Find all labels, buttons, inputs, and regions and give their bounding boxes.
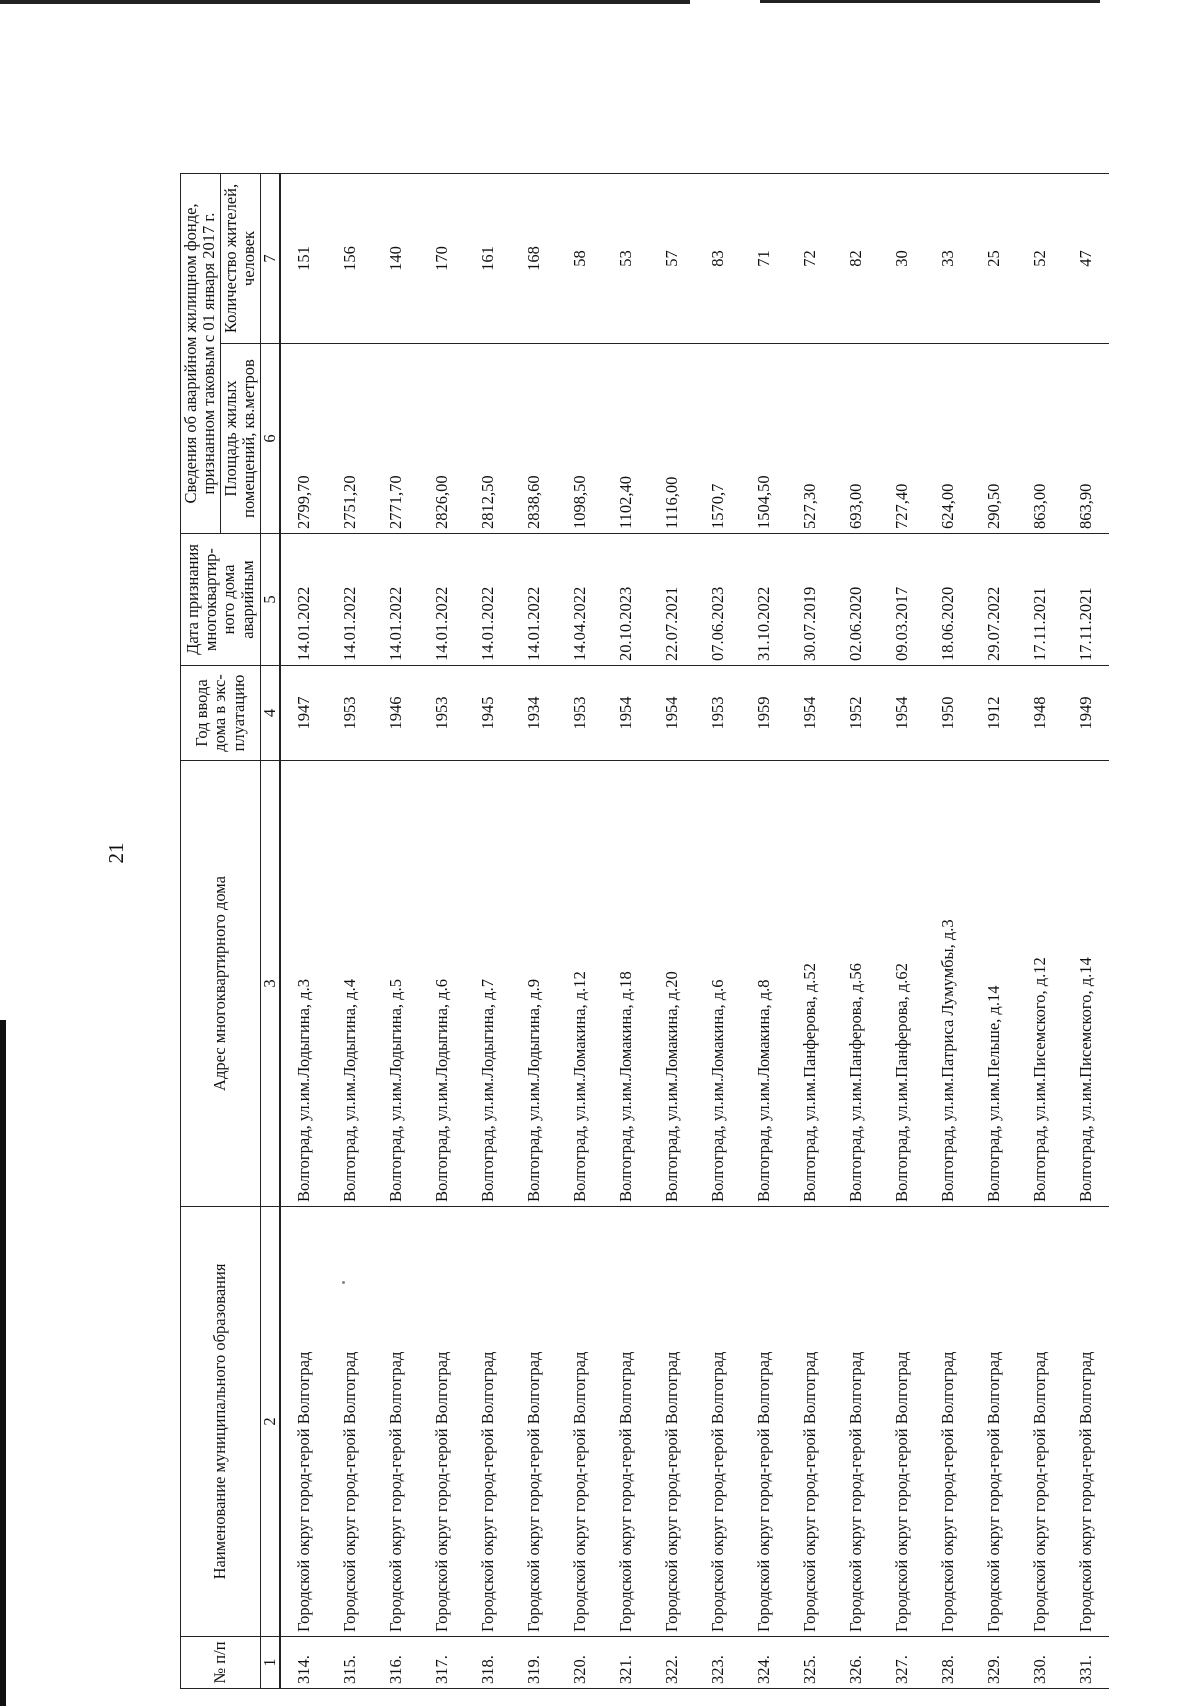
municipality-cell: Городской округ город-герой Волгоград	[419, 1207, 465, 1637]
residents-cell: 30	[879, 173, 925, 343]
area-cell: 624,00	[925, 344, 971, 534]
emergency-housing-table	[180, 173, 1109, 1689]
row-number: 327.	[879, 1637, 925, 1689]
area-cell: 527,30	[787, 344, 833, 534]
recognition-date-cell: 30.07.2019	[787, 534, 833, 666]
column-number: 5	[260, 534, 280, 666]
recognition-date-cell: 14.01.2022	[465, 534, 511, 666]
municipality-cell: Городской округ город-герой Волгоград	[879, 1207, 925, 1637]
area-cell: 1102,40	[603, 344, 649, 534]
row-number: 324.	[741, 1637, 787, 1689]
row-number: 326.	[833, 1637, 879, 1689]
row-number: 321.	[603, 1637, 649, 1689]
residents-cell: 52	[1017, 173, 1063, 343]
municipality-cell: Городской округ город-герой Волгоград	[833, 1207, 879, 1637]
header-municipality: Наименование муниципального образования	[181, 1207, 261, 1637]
page-number: 21	[104, 842, 128, 864]
year-cell: 1950	[925, 666, 971, 761]
table-row	[649, 173, 695, 1688]
table-row	[695, 173, 741, 1688]
table-row	[1063, 173, 1109, 1688]
header-address: Адрес многоквартирного дома	[181, 761, 261, 1207]
area-cell: 727,40	[879, 344, 925, 534]
address-cell: Волгоград, ул.им.Лодыгина, д.6	[419, 761, 465, 1207]
year-cell: 1954	[603, 666, 649, 761]
row-number: 314.	[280, 1637, 327, 1689]
residents-cell: 72	[787, 173, 833, 343]
recognition-date-cell: 17.11.2021	[1063, 534, 1109, 666]
table-row	[557, 173, 603, 1688]
area-cell: 1570,7	[695, 344, 741, 534]
municipality-cell: Городской округ город-герой Волгоград	[925, 1207, 971, 1637]
row-number: 329.	[971, 1637, 1017, 1689]
recognition-date-cell: 14.01.2022	[327, 534, 373, 666]
area-cell: 693,00	[833, 344, 879, 534]
residents-cell: 83	[695, 173, 741, 343]
recognition-date-cell: 07.06.2023	[695, 534, 741, 666]
residents-cell: 170	[419, 173, 465, 343]
table-row	[925, 173, 971, 1688]
header-area: Площадь жилых помещений, кв.метров	[220, 344, 260, 534]
residents-cell: 53	[603, 173, 649, 343]
recognition-date-cell: 14.01.2022	[511, 534, 557, 666]
recognition-date-cell: 31.10.2022	[741, 534, 787, 666]
area-cell: 2826,00	[419, 344, 465, 534]
table-row	[1017, 173, 1063, 1688]
residents-cell: 57	[649, 173, 695, 343]
year-cell: 1946	[373, 666, 419, 761]
address-cell: Волгоград, ул.им.Патриса Лумумбы, д.3	[925, 761, 971, 1207]
table-row	[419, 173, 465, 1688]
recognition-date-cell: 14.01.2022	[373, 534, 419, 666]
municipality-cell: Городской округ город-герой Волгоград	[465, 1207, 511, 1637]
table-row	[373, 173, 419, 1688]
row-number: 325.	[787, 1637, 833, 1689]
recognition-date-cell: 29.07.2022	[971, 534, 1017, 666]
address-cell: Волгоград, ул.им.Лодыгина, д.7	[465, 761, 511, 1207]
header-residents: Количество жителей, человек	[220, 173, 260, 343]
municipality-cell: Городской округ город-герой Волгоград	[649, 1207, 695, 1637]
address-cell: Волгоград, ул.им.Ломакина, д.18	[603, 761, 649, 1207]
row-number: 316.	[373, 1637, 419, 1689]
row-number: 317.	[419, 1637, 465, 1689]
column-number: 1	[260, 1637, 280, 1689]
table-row	[280, 173, 327, 1688]
residents-cell: 33	[925, 173, 971, 343]
row-number: 319.	[511, 1637, 557, 1689]
municipality-cell: Городской округ город-герой Волгоград	[971, 1207, 1017, 1637]
year-cell: 1945	[465, 666, 511, 761]
address-cell: Волгоград, ул.им.Панферова, д.52	[787, 761, 833, 1207]
year-cell: 1953	[557, 666, 603, 761]
table-row	[741, 173, 787, 1688]
area-cell: 290,50	[971, 344, 1017, 534]
table-row	[833, 173, 879, 1688]
area-cell: 863,00	[1017, 344, 1063, 534]
municipality-cell: Городской округ город-герой Волгоград	[373, 1207, 419, 1637]
year-cell: 1954	[787, 666, 833, 761]
year-cell: 1954	[649, 666, 695, 761]
column-number-row	[260, 173, 280, 1688]
residents-cell: 25	[971, 173, 1017, 343]
area-cell: 863,90	[1063, 344, 1109, 534]
area-cell: 1504,50	[741, 344, 787, 534]
year-cell: 1953	[327, 666, 373, 761]
municipality-cell: Городской округ город-герой Волгоград	[695, 1207, 741, 1637]
row-number: 323.	[695, 1637, 741, 1689]
address-cell: Волгоград, ул.им.Лодыгина, д.4	[327, 761, 373, 1207]
column-number: 2	[260, 1207, 280, 1637]
recognition-date-cell: 09.03.2017	[879, 534, 925, 666]
row-number: 328.	[925, 1637, 971, 1689]
year-cell: 1954	[879, 666, 925, 761]
table-row	[465, 173, 511, 1688]
year-cell: 1949	[1063, 666, 1109, 761]
residents-cell: 82	[833, 173, 879, 343]
recognition-date-cell: 17.11.2021	[1017, 534, 1063, 666]
row-number: 315.	[327, 1637, 373, 1689]
recognition-date-cell: 14.04.2022	[557, 534, 603, 666]
residents-cell: 58	[557, 173, 603, 343]
municipality-cell: Городской округ город-герой Волгоград	[280, 1207, 327, 1637]
table-row	[879, 173, 925, 1688]
table-row	[603, 173, 649, 1688]
address-cell: Волгоград, ул.им.Панферова, д.56	[833, 761, 879, 1207]
area-cell: 2838,60	[511, 344, 557, 534]
year-cell: 1959	[741, 666, 787, 761]
year-cell: 1948	[1017, 666, 1063, 761]
area-cell: 2812,50	[465, 344, 511, 534]
table-row	[327, 173, 373, 1688]
residents-cell: 71	[741, 173, 787, 343]
municipality-cell: Городской округ город-герой Волгоград	[1063, 1207, 1109, 1637]
municipality-cell: Городской округ город-герой Волгоград	[787, 1207, 833, 1637]
row-number: 318.	[465, 1637, 511, 1689]
area-cell: 1116,00	[649, 344, 695, 534]
recognition-date-cell: 14.01.2022	[280, 534, 327, 666]
table-row	[511, 173, 557, 1688]
row-number: 322.	[649, 1637, 695, 1689]
table-row	[971, 173, 1017, 1688]
municipality-cell: Городской округ город-герой Волгоград	[603, 1207, 649, 1637]
year-cell: 1934	[511, 666, 557, 761]
area-cell: 2799,70	[280, 344, 327, 534]
address-cell: Волгоград, ул.им.Ломакина, д.6	[695, 761, 741, 1207]
recognition-date-cell: 18.06.2020	[925, 534, 971, 666]
row-number: 330.	[1017, 1637, 1063, 1689]
recognition-date-cell: 02.06.2020	[833, 534, 879, 666]
column-number: 6	[260, 344, 280, 534]
year-cell: 1912	[971, 666, 1017, 761]
area-cell: 1098,50	[557, 344, 603, 534]
header-no: № п/п	[181, 1637, 261, 1689]
address-cell: Волгоград, ул.им.Панферова, д.62	[879, 761, 925, 1207]
residents-cell: 161	[465, 173, 511, 343]
row-number: 320.	[557, 1637, 603, 1689]
municipality-cell: Городской округ город-герой Волгоград	[1017, 1207, 1063, 1637]
municipality-cell: Городской округ город-герой Волгоград	[741, 1207, 787, 1637]
address-cell: Волгоград, ул.им.Лодыгина, д.3	[280, 761, 327, 1207]
area-cell: 2771,70	[373, 344, 419, 534]
header-emergency-fund-group: Сведения об аварийном жилищном фонде, признанном таковым с 01 января 2017 г.	[181, 173, 221, 533]
address-cell: Волгоград, ул.им.Ломакина, д.12	[557, 761, 603, 1207]
recognition-date-cell: 22.07.2021	[649, 534, 695, 666]
residents-cell: 151	[280, 173, 327, 343]
row-number: 331.	[1063, 1637, 1109, 1689]
address-cell: Волгоград, ул.им.Писемского, д.12	[1017, 761, 1063, 1207]
year-cell: 1952	[833, 666, 879, 761]
recognition-date-cell: 20.10.2023	[603, 534, 649, 666]
year-cell: 1947	[280, 666, 327, 761]
residents-cell: 156	[327, 173, 373, 343]
address-cell: Волгоград, ул.им.Лодыгина, д.5	[373, 761, 419, 1207]
column-number: 4	[260, 666, 280, 761]
residents-cell: 47	[1063, 173, 1109, 343]
residents-cell: 140	[373, 173, 419, 343]
address-cell: Волгоград, ул.им.Пельше, д.14	[971, 761, 1017, 1207]
residents-cell: 168	[511, 173, 557, 343]
table-row	[787, 173, 833, 1688]
municipality-cell: Городской округ город-герой Волгоград	[327, 1207, 373, 1637]
municipality-cell: Городской округ город-герой Волгоград	[511, 1207, 557, 1637]
address-cell: Волгоград, ул.им.Ломакина, д.20	[649, 761, 695, 1207]
area-cell: 2751,20	[327, 344, 373, 534]
column-number: 3	[260, 761, 280, 1207]
column-number: 7	[260, 173, 280, 343]
address-cell: Волгоград, ул.им.Писемского, д.14	[1063, 761, 1109, 1207]
header-year: Год ввода дома в экс-плуатацию	[181, 666, 261, 761]
year-cell: 1953	[695, 666, 741, 761]
year-cell: 1953	[419, 666, 465, 761]
address-cell: Волгоград, ул.им.Ломакина, д.8	[741, 761, 787, 1207]
address-cell: Волгоград, ул.им.Лодыгина, д.9	[511, 761, 557, 1207]
municipality-cell: Городской округ город-герой Волгоград	[557, 1207, 603, 1637]
recognition-date-cell: 14.01.2022	[419, 534, 465, 666]
header-recognition-date: Дата признания многоквартир-ного дома аварийным	[181, 534, 261, 666]
